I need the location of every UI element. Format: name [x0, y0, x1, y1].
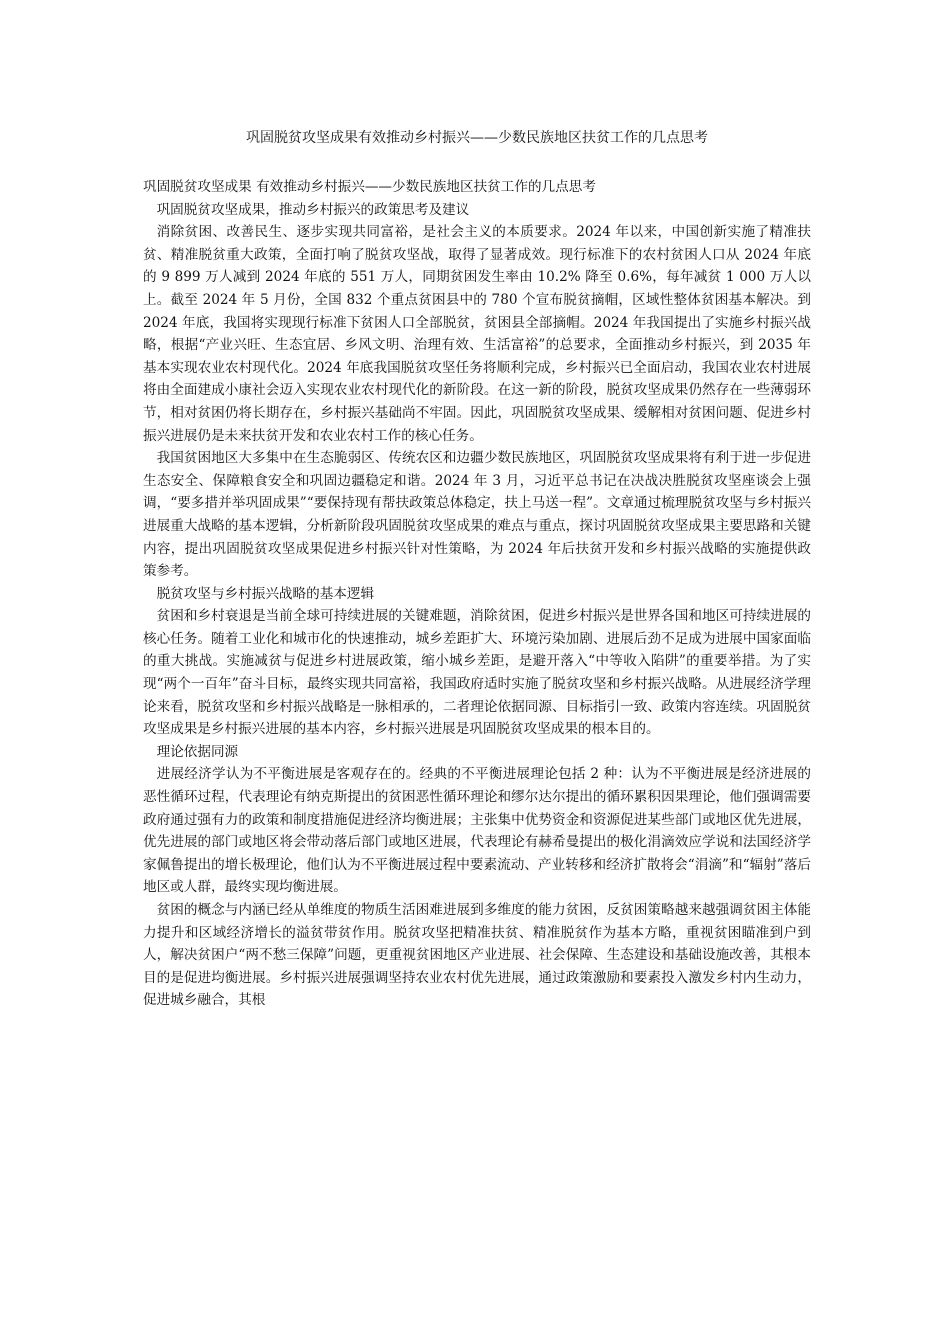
paragraph-3: 贫困和乡村衰退是当前全球可持续进展的关键难题，消除贫困，促进乡村振兴是世界各国和地区可持续进展的核心任务。随着工业化和城市化的快速推动，城乡差距扩大、环境污染加剧、进展后劲不足成为进展中国家面临的重大挑战。实施减贫与促进乡村进展政策，缩小城乡差距，是避开落入“中等收入陷阱”的重要举措。为了实现“两个一百年”奋斗目标，最终实现共同富裕，我国政府适时实施了脱贫攻坚和乡村振兴战略。从进展经济学理论来看，脱贫攻坚和乡村振兴战略是一脉相承的，二者理论依据同源、目标指引一致、政策内容连续。巩固脱贫攻坚成果是乡村振兴进展的基本内容，乡村振兴进展是巩固脱贫攻坚成果的根本目的。	[143, 608, 811, 738]
document-page	[143, 0, 811, 1344]
section-heading-logic: 脱贫攻坚与乡村振兴战略的基本逻辑	[156, 585, 375, 602]
document-body	[143, 176, 811, 1012]
document-title: 巩固脱贫攻坚成果有效推动乡村振兴——少数民族地区扶贫工作的几点思考	[246, 130, 708, 146]
section-heading-policy: 巩固脱贫攻坚成果，推动乡村振兴的政策思考及建议	[156, 201, 470, 218]
paragraph-4: 进展经济学认为不平衡进展是客观存在的。经典的不平衡进展理论包括 2 种：认为不平衡进展是经济进展的恶性循环过程，代表理论有纳克斯提出的贫困恶性循环理论和缪尔达尔提出的循环累积因果理论，他们强调需要政府通过强有力的政策和制度措施促进经济均衡进展；主张集中优势资金和资源促进某些部门或地区优先进展，优先进展的部门或地区将会带动落后部门或地区进展，代表理论有赫希曼提出的极化涓滴效应学说和法国经济学家佩鲁提出的增长极理论，他们认为不平衡进展过程中要素流动、产业转移和经济扩散将会“涓滴”和“辐射”落后地区或人群，最终实现均衡进展。	[143, 766, 811, 896]
subtitle-line: 巩固脱贫攻坚成果 有效推动乡村振兴——少数民族地区扶贫工作的几点思考	[143, 179, 596, 195]
paragraph-5: 贫困的概念与内涵已经从单维度的物质生活困难进展到多维度的能力贫困，反贫困策略越来越强调贫困主体能力提升和区域经济增长的溢贫带贫作用。脱贫攻坚把精准扶贫、精准脱贫作为基本方略，重视贫困瞄准到户到人，解决贫困户“两不愁三保障”问题，更重视贫困地区产业进展、社会保障、生态建设和基础设施改善，其根本目的是促进均衡进展。乡村振兴进展强调坚持农业农村优先进展，通过政策激励和要素投入激发乡村内生动力，促进城乡融合，其根	[143, 902, 811, 1009]
paragraph-2: 我国贫困地区大多集中在生态脆弱区、传统农区和边疆少数民族地区，巩固脱贫攻坚成果将有利于进一步促进生态安全、保障粮食安全和巩固边疆稳定和谐。2024 年 3 月，习近平总书记在决战决胜脱贫攻坚座谈会上强调，“要多措并举巩固成果”“要保持现有帮扶政策总体稳定，扶上马送一程”。文章通过梳理脱贫攻坚与乡村振兴进展重大战略的基本逻辑，分析新阶段巩固脱贫攻坚成果的难点与重点，探讨巩固脱贫攻坚成果主要思路和关键内容，提出巩固脱贫攻坚成果促进乡村振兴针对性策略，为 2024 年后扶贫开发和乡村振兴战略的实施提供政策参考。	[143, 450, 811, 580]
paragraph-1: 消除贫困、改善民生、逐步实现共同富裕，是社会主义的本质要求。2024 年以来，中国创新实施了精准扶贫、精准脱贫重大政策，全面打响了脱贫攻坚战，取得了显著成效。现行标准下的农村贫困人口从 2024 年底的 9 899 万人减到 2024 年底的 551 万人，同期贫困发生率由 10.2% 降至 0.6%，每年减贫 1 000 万人以上。截至 2024 年 5 月份，全国 832 个重点贫困县中的 780 个宣布脱贫摘帽，区域性整体贫困基本解决。到 2024 年底，我国将实现现行标准下贫困人口全部脱贫，贫困县全部摘帽。2024 年我国提出了实施乡村振兴战略，根据“产业兴旺、生态宜居、乡风文明、治理有效、生活富裕”的总要求，全面推动乡村振兴，到 2035 年基本实现农业农村现代化。2024 年底我国脱贫攻坚任务将顺利完成，乡村振兴已全面启动，我国农业农村进展将由全面建成小康社会迈入实现农业农村现代化的新阶段。在这一新的阶段，脱贫攻坚成果仍然存在一些薄弱环节，相对贫困仍将长期存在，乡村振兴基础尚不牢固。因此，巩固脱贫攻坚成果、缓解相对贫困问题、促进乡村振兴进展仍是未来扶贫开发和农业农村工作的核心任务。	[143, 224, 811, 444]
section-heading-theory: 理论依据同源	[156, 743, 239, 760]
